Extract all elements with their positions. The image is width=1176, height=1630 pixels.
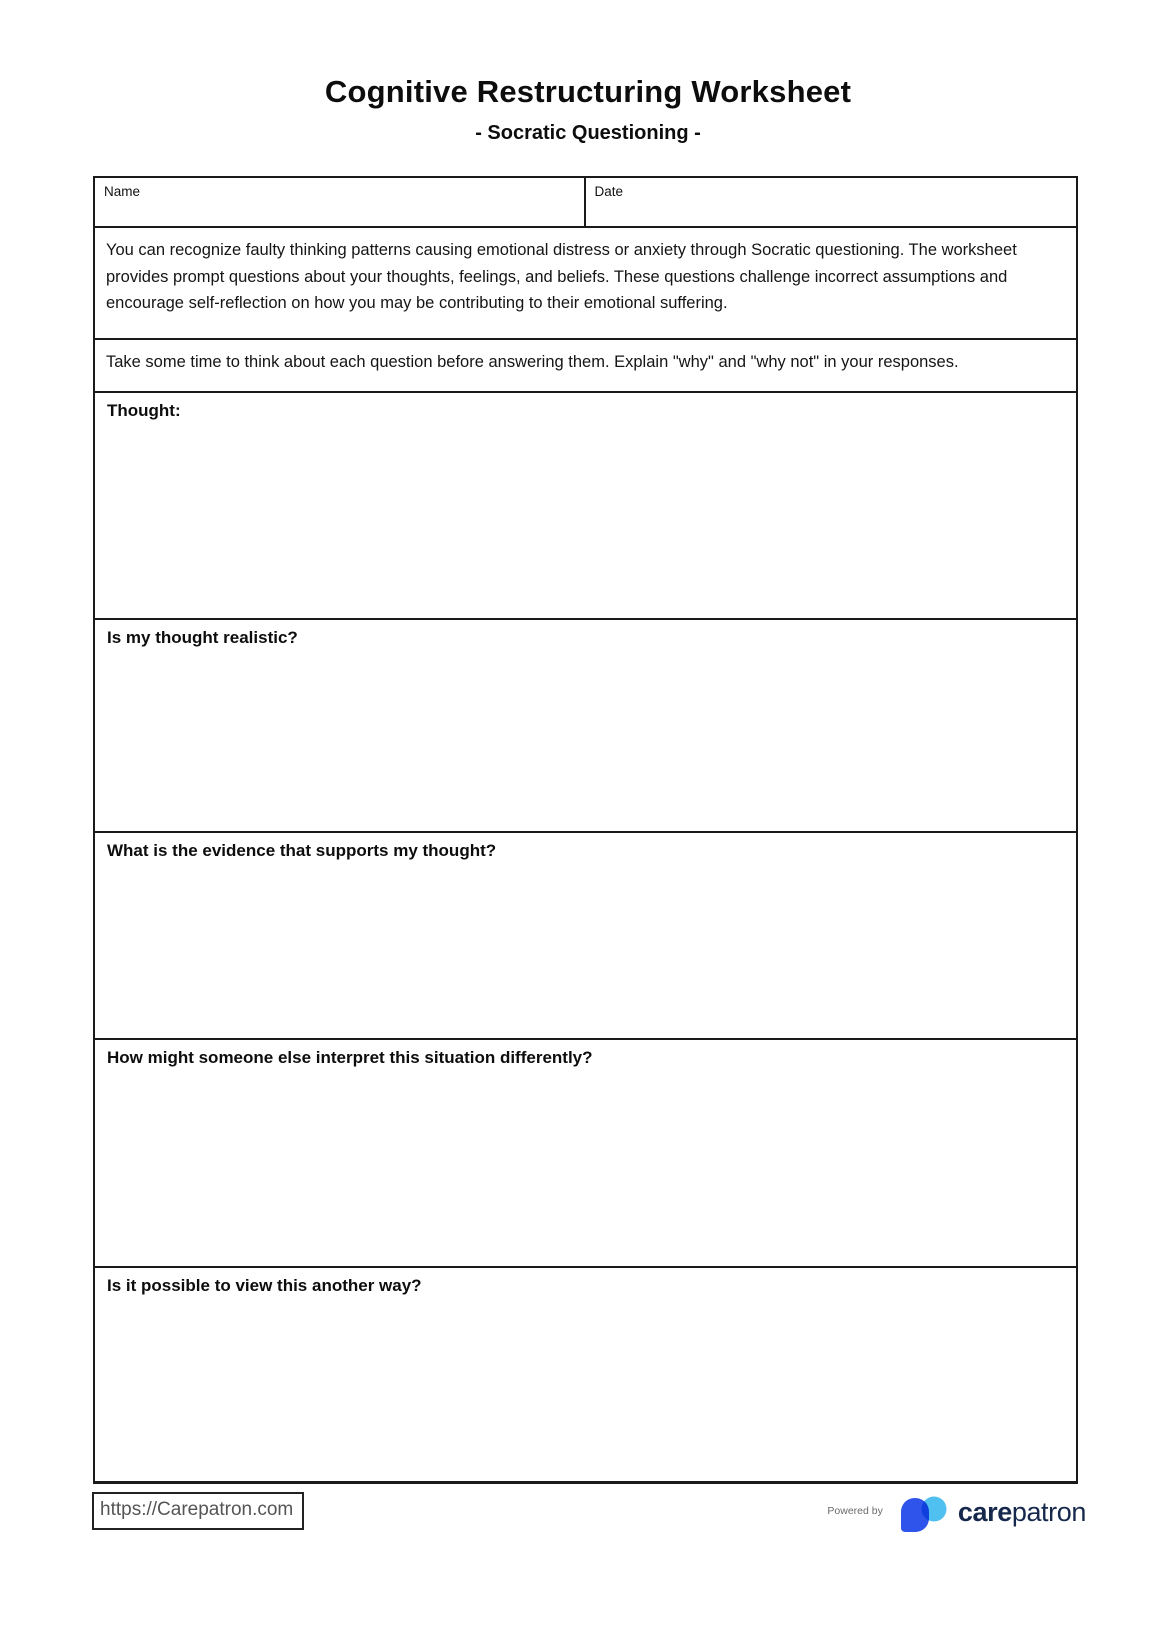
description-text: You can recognize faulty thinking patterns causing emotional distress or anxiety through Socratic questioning. The worksheet provides prompt questions about your thoughts, feelings, and beliefs. These questions challenge incorrect assumptions and encourage self-reflection on how you may be contributing to their emotional suffering. (93, 228, 1078, 340)
section-label-another-way: Is it possible to view this another way? (107, 1276, 422, 1295)
section-label-thought: Thought: (107, 401, 181, 420)
date-label: Date (594, 184, 624, 199)
carepatron-brand (827, 1494, 1086, 1536)
website-link-text: https://Carepatron.com (100, 1499, 294, 1520)
carepatron-logo-icon (899, 1494, 949, 1536)
name-date-row (93, 176, 1078, 228)
page-subtitle: - Socratic Questioning - (475, 122, 701, 144)
date-field[interactable] (586, 178, 1077, 226)
brand-wordmark-regular: patron (1011, 1496, 1086, 1527)
website-link[interactable] (92, 1492, 304, 1530)
section-label-realistic: Is my thought realistic? (107, 628, 298, 647)
page-title: Cognitive Restructuring Worksheet (324, 74, 852, 109)
page-footer (92, 1492, 1086, 1536)
answer-area-thought[interactable] (93, 393, 1078, 620)
name-field[interactable] (95, 178, 586, 226)
section-label-evidence: What is the evidence that supports my thought? (107, 841, 497, 860)
answer-area-realistic[interactable] (93, 620, 1078, 833)
answer-area-evidence[interactable] (93, 833, 1078, 1040)
powered-by-label: Powered by (827, 1505, 883, 1517)
name-label: Name (104, 184, 141, 199)
answer-area-interpret[interactable] (93, 1040, 1078, 1268)
answer-area-another-way[interactable] (93, 1268, 1078, 1484)
section-label-interpret: How might someone else interpret this situation differently? (107, 1048, 593, 1067)
brand-wordmark-bold: care (957, 1496, 1012, 1527)
instructions-text: Take some time to think about each question before answering them. Explain "why" and "why not" in your responses. (93, 340, 1078, 393)
brand-wordmark (958, 1497, 1086, 1528)
worksheet-body (93, 176, 1078, 1484)
